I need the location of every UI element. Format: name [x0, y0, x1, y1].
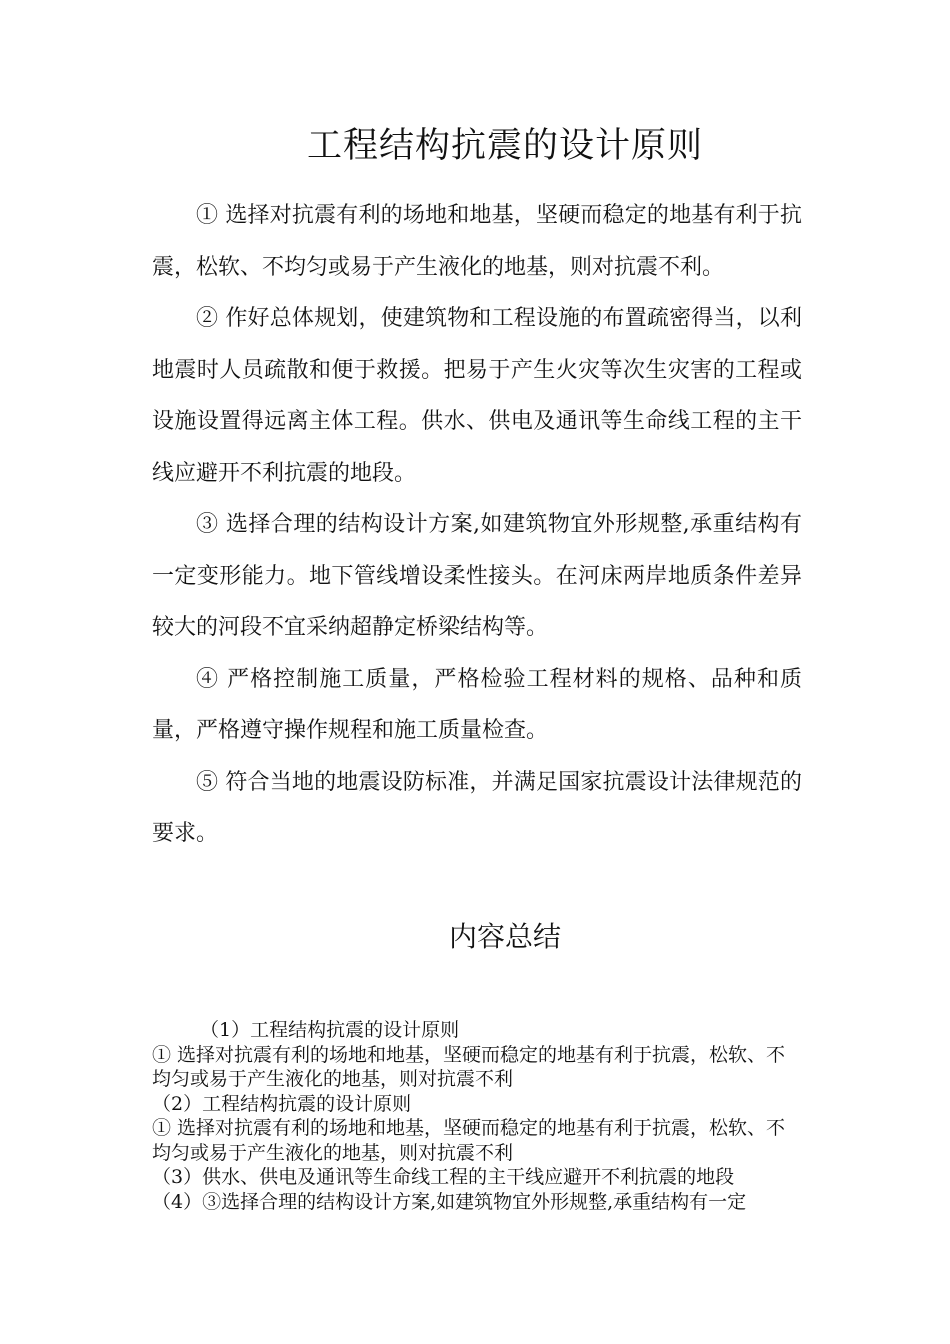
- summary-heading: 内容总结: [448, 920, 561, 953]
- document-title: 工程结构抗震的设计原则: [306, 126, 703, 166]
- summary-item-5: （3）供水、供电及通讯等生命线工程的主干线应避开不利抗震的地段: [152, 1166, 735, 1188]
- paragraph-1: ① 选择对抗震有利的场地和地基，坚硬而稳定的地基有利于抗震，松软、不均匀或易于产生液化的地基，则对抗震不利。: [152, 203, 802, 280]
- summary-item-2: ① 选择对抗震有利的场地和地基，坚硬而稳定的地基有利于抗震，松软、不均匀或易于产生液化的地基，则对抗震不利: [152, 1043, 786, 1090]
- paragraph-4: ④ 严格控制施工质量，严格检验工程材料的规格、品种和质量，严格遵守操作规程和施工质量检查。: [152, 666, 802, 743]
- document-body: [152, 190, 802, 860]
- paragraph-3: ③ 选择合理的结构设计方案,如建筑物宜外形规整,承重结构有一定变形能力。地下管线增设柔性接头。在河床两岸地质条件差异较大的河段不宜采纳超静定桥梁结构等。: [152, 512, 802, 640]
- paragraph-2: ② 作好总体规划，使建筑物和工程设施的布置疏密得当，以利地震时人员疏散和便于救援。把易于产生火灾等次生灾害的工程或设施设置得远离主体工程。供水、供电及通讯等生命线工程的主干线应避开不利抗震的地段。: [152, 306, 802, 486]
- summary-item-1: （1）工程结构抗震的设计原则: [200, 1019, 460, 1041]
- summary-block: [152, 1018, 802, 1214]
- paragraph-5: ⑤ 符合当地的地震设防标准，并满足国家抗震设计法律规范的要求。: [152, 769, 802, 846]
- summary-item-6: （4）③选择合理的结构设计方案,如建筑物宜外形规整,承重结构有一定: [152, 1190, 747, 1213]
- summary-item-4: ① 选择对抗震有利的场地和地基，坚硬而稳定的地基有利于抗震，松软、不均匀或易于产生液化的地基，则对抗震不利: [152, 1117, 786, 1164]
- summary-item-3: （2）工程结构抗震的设计原则: [152, 1092, 412, 1115]
